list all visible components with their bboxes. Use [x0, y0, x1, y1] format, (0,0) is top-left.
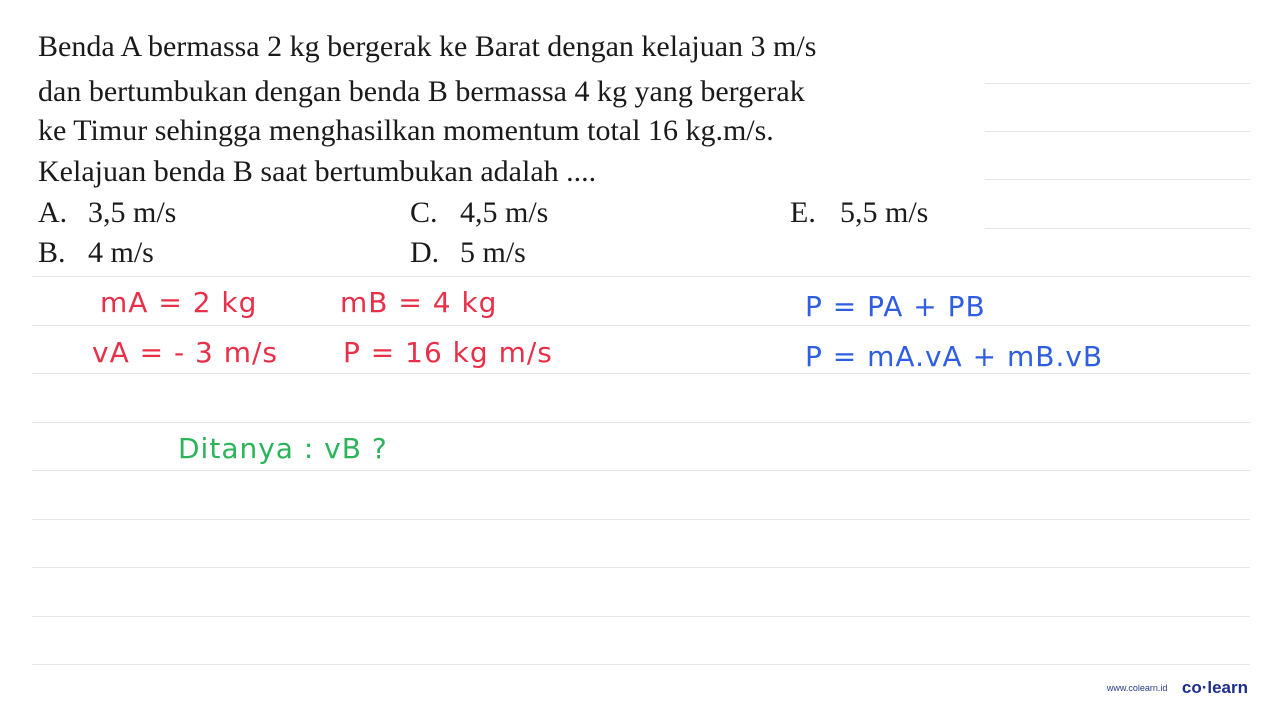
question-line: ke Timur sehingga menghasilkan momentum total 16 kg.m/s. [38, 114, 774, 147]
ruled-line [32, 470, 1250, 471]
option-c[interactable] [410, 196, 548, 230]
option-b[interactable] [38, 236, 154, 270]
ruled-line [985, 83, 1250, 84]
colearn-logo: co·learn [1181, 678, 1248, 697]
ruled-line [32, 422, 1250, 423]
option-text: 3,5 m/s [88, 196, 177, 229]
ruled-line [985, 228, 1250, 229]
momentum-expanded-formula: P = mA.vA + mB.vB [805, 340, 1104, 373]
asked-quantity: Ditanya : vB ? [178, 432, 388, 465]
ruled-line [32, 616, 1250, 617]
ruled-line [32, 664, 1250, 665]
given-total-momentum: P = 16 kg m/s [343, 336, 553, 369]
brand-footer [1107, 678, 1248, 698]
option-letter: E. [790, 196, 816, 229]
option-d[interactable] [410, 236, 526, 270]
question-line: Benda A bermassa 2 kg bergerak ke Barat dengan kelajuan 3 m/s [38, 30, 817, 63]
ruled-line [985, 131, 1250, 132]
given-mass-b: mB = 4 kg [340, 286, 498, 319]
ruled-line [985, 179, 1250, 180]
momentum-formula: P = PA + PB [805, 290, 986, 323]
option-text: 5,5 m/s [840, 196, 929, 229]
option-letter: C. [410, 196, 438, 229]
option-text: 4 m/s [88, 236, 154, 269]
option-text: 5 m/s [460, 236, 526, 269]
ruled-line [32, 325, 1250, 326]
option-a[interactable] [38, 196, 176, 230]
ruled-line [32, 567, 1250, 568]
question-line: Kelajuan benda B saat bertumbukan adalah .... [38, 155, 597, 188]
ruled-line [32, 276, 1250, 277]
brand-url: www.colearn.id [1106, 683, 1168, 693]
given-velocity-a: vA = - 3 m/s [92, 336, 279, 369]
option-letter: B. [38, 236, 66, 269]
option-letter: D. [410, 236, 440, 269]
option-text: 4,5 m/s [460, 196, 549, 229]
given-mass-a: mA = 2 kg [100, 286, 258, 319]
option-letter: A. [38, 196, 68, 229]
ruled-line [32, 519, 1250, 520]
option-e[interactable] [790, 196, 928, 230]
question-line: dan bertumbukan dengan benda B bermassa 4 kg yang bergerak [38, 75, 805, 108]
